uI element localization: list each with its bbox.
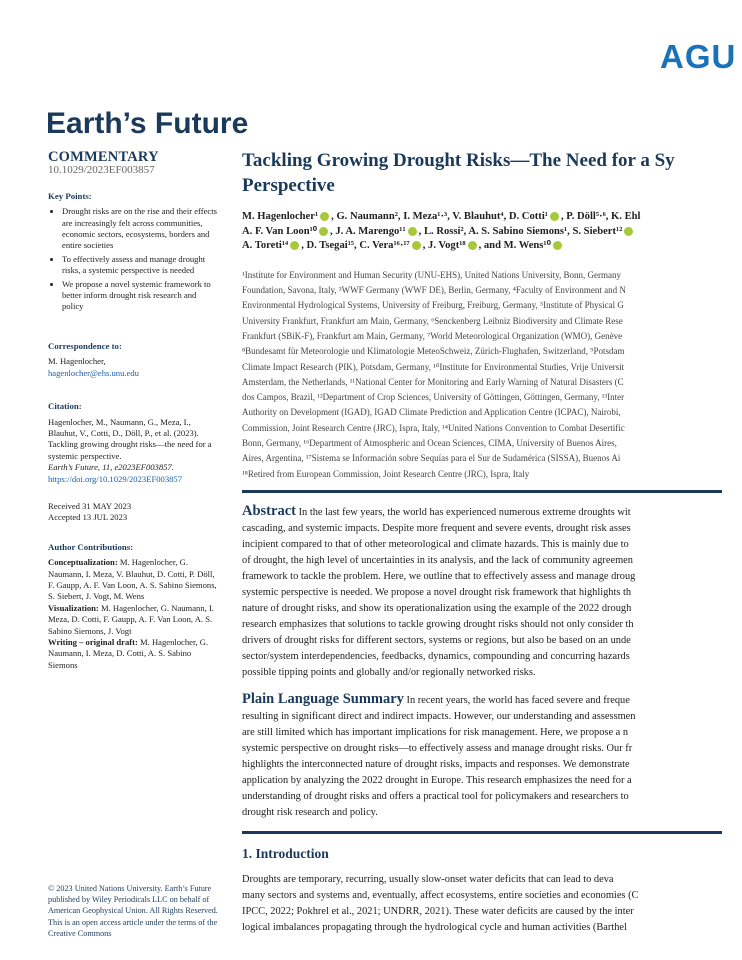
contribution-names: M. Hagenlocher, G. Naumann, I. Meza, D. Cotti, F. Gaupp, A. F. Van Loon, A. S. Sabino Siemons, J. Vogt — [48, 602, 214, 636]
orcid-icon[interactable] — [553, 241, 562, 250]
orcid-icon[interactable] — [290, 241, 299, 250]
author-name[interactable]: , D. Tsegai¹⁵, C. Vera¹⁶·¹⁷ — [301, 240, 410, 252]
contribution-entry — [48, 557, 218, 603]
contribution-role: Conceptualization: — [48, 557, 118, 568]
citation-heading: Citation: — [48, 401, 82, 412]
received-date: Received 31 MAY 2023 — [48, 500, 132, 511]
citation — [48, 401, 218, 485]
article-main — [242, 148, 742, 936]
introduction — [242, 846, 742, 936]
contribution-names: M. Hagenlocher, G. Naumann, I. Meza, V. Blauhut, D. Cotti, P. Döll, F. Gaupp, A. F. Van Loon, A. S. Sabino Siemons, S. Siebert, J. Vogt, M. Wens — [48, 557, 217, 602]
abstract — [242, 503, 742, 681]
orcid-icon[interactable] — [412, 241, 421, 250]
key-point: • Drought risks are on the rise and their effects are increasingly felt across communities, economic sectors, ecosystems, borders and entire societies — [62, 206, 218, 252]
author-contributions — [48, 542, 218, 671]
author-name[interactable]: M. Hagenlocher¹ — [242, 211, 319, 222]
citation-text: Hagenlocher, M., Naumann, G., Meza, I., Blauhut, V., Cotti, D., Döll, P., et al. (2023). Tackling growing drought risks—the need for a systemic perspective. — [48, 416, 212, 461]
author-name[interactable]: , J. A. Marengo¹¹ — [330, 225, 406, 237]
citation-journal: Earth’s Future, 11, e2023EF003857. — [48, 462, 174, 473]
article-doi[interactable]: 10.1029/2023EF003857 — [48, 164, 155, 177]
intro-text: Droughts are temporary, recurring, usually slow-onset water deficits that can lead to deva many sectors and systems and, eventually, affect ecosystems, entire societies and economies (C IPCC, 2022; Pokhrel et al., 2021; UNDRR, 2021). These water deficits are caused by the inter logical imbalances propagating through the hydrological cycle and human activities (Barthel — [242, 873, 639, 933]
intro-heading: 1. Introduction — [242, 845, 329, 861]
pls-text: In recent years, the world has faced severe and freque — [403, 694, 630, 706]
orcid-icon[interactable] — [408, 227, 417, 236]
author-name[interactable]: , P. Döll⁵·⁶, K. Ehl — [560, 211, 641, 222]
author-name[interactable]: , and M. Wens¹⁰ — [478, 240, 551, 252]
article-type: COMMENTARY — [48, 149, 159, 165]
abstract-heading: Abstract — [242, 502, 296, 519]
key-points-heading: Key Points: — [48, 190, 92, 201]
section-divider — [242, 831, 722, 834]
key-point: • To effectively assess and manage drought risks, a systemic perspective is needed — [62, 254, 218, 277]
sidebar — [48, 149, 218, 671]
author-name[interactable]: , G. Naumann², I. Meza¹·³, V. Blauhut⁴, D. Cotti¹ — [331, 211, 548, 222]
contribution-names: M. Hagenlocher, G. Naumann, I. Meza, D. Cotti, A. S. Sabino Siemons — [48, 637, 209, 670]
orcid-icon[interactable] — [468, 241, 477, 250]
correspondence-heading: Correspondence to: — [48, 340, 122, 351]
author-name[interactable]: , L. Rossi², A. S. Sabino Siemons¹, S. Siebert¹² — [418, 225, 623, 237]
author-name[interactable]: A. Toreti¹⁴ — [242, 240, 289, 252]
contribution-role: Writing – original draft: — [48, 637, 138, 647]
dates — [48, 501, 218, 524]
accepted-date: Accepted 13 JUL 2023 — [48, 512, 128, 523]
correspondence-email-link[interactable]: hagenlocher@ehs.unu.edu — [48, 367, 139, 378]
orcid-icon[interactable] — [550, 212, 559, 221]
key-point: • We propose a novel systemic framework to better inform drought risk research and policy — [62, 279, 218, 313]
contribution-role: Visualization: — [48, 602, 99, 613]
section-divider — [242, 490, 722, 493]
abstract-text: cascading, and systemic impacts. Despite more frequent and severe events, drought risk asses incipient compared to that of other meteorological and climate hazards. This is mainly due to of drought, the high level of uncertainties in its analysis, and the lack of community agreemen framework to tackle the problem. Here, we outline that to effectively assess and manage droug systemic perspective is needed. We propose a novel drought risk framework that highlights th nature of drought risks, and show its operationalization using the example of the 2022 drough research emphasizes that solutions to tackle growing drought risks should not only consider th drivers of drought risks for different sectors, systems or regions, but also be based on an unde sector/system interdependencies, feedbacks, dynamics, compounding and concurring hazards possible tipping points and globally and/or regionally networked risks. — [242, 522, 636, 678]
citation-doi-link[interactable]: https://doi.org/10.1029/2023EF003857 — [48, 473, 183, 484]
plain-language-summary — [242, 691, 742, 821]
key-points — [48, 191, 218, 313]
orcid-icon[interactable] — [319, 227, 328, 236]
orcid-icon[interactable] — [320, 212, 329, 221]
journal-title: Earth’s Future — [46, 107, 249, 140]
author-name[interactable]: , J. Vogt¹⁸ — [422, 240, 466, 252]
author-name[interactable]: A. F. Van Loon¹⁰ — [242, 225, 318, 237]
contribution-entry — [48, 637, 218, 671]
contribution-entry — [48, 603, 218, 637]
pls-text: resulting in significant direct and indirect impacts. However, our understanding and assessmen are still limited which has important implications for risk management. Here, we propose a n systemic perspective on drought risks—to effectively assess and manage drought risks. Our fr highlights the interconnected nature of drought risks, impacts and responses. We demonstrate application by analyzing the 2022 drought in Europe. This research emphasizes the need for a understanding of drought risks and offers a practical tool for policymakers and researchers to drought risk research and policy. — [242, 710, 636, 818]
abstract-text: In the last few years, the world has experienced numerous extreme droughts wit — [295, 506, 631, 518]
article-title: Tackling Growing Drought Risks—The Need for a Sy Perspective — [242, 150, 675, 196]
pls-heading: Plain Language Summary — [242, 690, 404, 707]
copyright-footer: © 2023 United Nations University. Earth’s Future published by Wiley Periodicals LLC on behalf of American Geophysical Union. All Rights Reserved. This is an open access article under the terms of the Creative Commons — [48, 884, 218, 938]
agu-logo[interactable]: AGU — [660, 38, 737, 75]
contributions-heading: Author Contributions: — [48, 541, 134, 552]
correspondence — [48, 341, 218, 379]
orcid-icon[interactable] — [624, 227, 633, 236]
affiliations: ¹Institute for Environment and Human Security (UNU-EHS), United Nations University, Bonn, Germany Foundation, Savona, Italy, ³WWF Germany (WWF DE), Berlin, Germany, ⁴Faculty of Environment and N Environmental Hydrological Systems, University of Freiburg, Freiburg, Germany, ⁵Institute of Physical G University Frankfurt, Frankfurt am Main, Germany, ⁶Senckenberg Leibniz Biodiversity and Climate Rese Frankfurt (SBiK-F), Frankfurt am Main, Germany, ⁷World Meteorological Organization (WMO), Genève ⁸Bundesamt für Meteorologie und Klimatologie MeteoSchweiz, Zürich-Flughafen, Switzerland, ⁹Potsdam Climate Impact Research (PIK), Potsdam, Germany, ¹⁰Institute for Environmental Studies, Vrije Universit Amsterdam, the Netherlands, ¹¹National Center for Monitoring and Early Warning of Natural Disasters (C dos Campos, Brazil, ¹²Department of Crop Sciences, University of Göttingen, Göttingen, Germany, ¹³Inter Authority on Development (IGAD), IGAD Climate Prediction and Application Centre (ICPAC), Nairobi, Commission, Joint Research Centre (JRC), Ispra, Italy, ¹⁴United Nations Convention to Combat Desertific Bonn, Germany, ¹⁶Department of Atmospheric and Ocean Sciences, CIMA, University of Buenos Aires, Aires, Argentina, ¹⁷Sistema se Información sobre Sequías para el Sur de Sudamérica (SISSA), Buenos Ai ¹⁸Retired from European Commission, Joint Research Centre (JRC), Ispra, Italy — [242, 269, 626, 479]
author-list — [242, 210, 742, 254]
correspondence-name: M. Hagenlocher, — [48, 356, 106, 367]
